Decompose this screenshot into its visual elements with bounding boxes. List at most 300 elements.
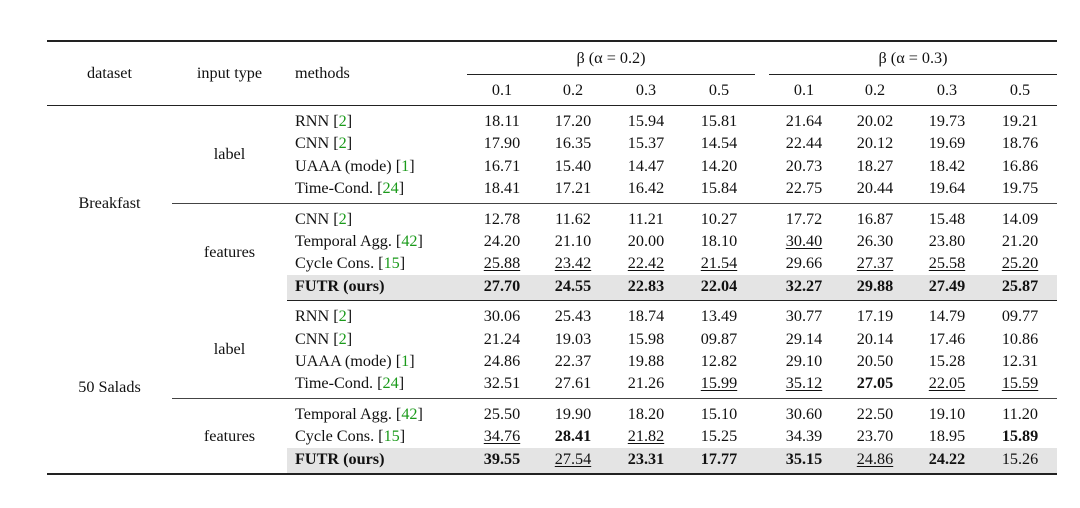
value-cell	[609, 398, 683, 425]
method-label: RNN [	[295, 307, 339, 326]
value-cell	[609, 177, 683, 203]
value-cell	[683, 155, 755, 177]
value-cell	[683, 230, 755, 252]
method-name: Time-Cond. [24]	[287, 177, 467, 203]
value-text: 19.03	[554, 329, 592, 348]
value-cell	[839, 252, 911, 274]
value-cell	[983, 328, 1057, 350]
table-row	[47, 106, 1057, 133]
value-cell	[911, 132, 983, 154]
citation-link[interactable]: 2	[338, 209, 347, 228]
value-text: 16.87	[856, 209, 894, 228]
value-cell	[683, 372, 755, 398]
value-cell	[839, 203, 911, 230]
value-text: 22.75	[785, 179, 823, 198]
value-text: 17.77	[700, 449, 738, 468]
value-cell	[983, 106, 1057, 133]
value-cell	[983, 230, 1057, 252]
value-text: 15.10	[700, 404, 738, 423]
value-cell	[911, 372, 983, 398]
value-text: 24.22	[928, 449, 966, 468]
value-text: 17.72	[785, 209, 823, 228]
dataset-name: 50 Salads	[78, 377, 141, 396]
value-text: 23.70	[856, 427, 894, 446]
value-text: 18.41	[483, 179, 521, 198]
value-cell	[911, 350, 983, 372]
value-cell	[467, 398, 537, 425]
value-text: 17.46	[928, 329, 966, 348]
value-text: 17.90	[483, 134, 521, 153]
value-text: 25.88	[483, 254, 521, 273]
value-text: 13.49	[700, 307, 738, 326]
method-name: Temporal Agg. [42]	[295, 232, 423, 251]
value-cell	[537, 177, 609, 203]
value-text: 22.50	[856, 404, 894, 423]
value-cell	[911, 252, 983, 274]
value-text: 23.42	[554, 254, 592, 273]
value-text: 22.37	[554, 352, 592, 371]
value-text: 24.86	[483, 352, 521, 371]
header-input-type: input type	[172, 41, 287, 106]
value-text: 10.86	[1001, 329, 1039, 348]
method-name: CNN [2]	[295, 209, 353, 228]
value-text: 16.35	[554, 134, 592, 153]
value-cell	[769, 177, 839, 203]
value-text: 29.88	[856, 276, 894, 295]
citation-link[interactable]: 15	[383, 254, 400, 273]
value-text: 27.70	[483, 276, 521, 295]
value-cell	[911, 106, 983, 133]
value-cell	[769, 448, 839, 474]
method-label: FUTR (ours)	[295, 449, 385, 468]
value-text: 15.84	[700, 179, 738, 198]
value-cell	[537, 106, 609, 133]
value-cell	[769, 350, 839, 372]
value-text: 18.95	[928, 427, 966, 446]
value-text: 14.79	[928, 307, 966, 326]
citation-link[interactable]: 2	[338, 307, 347, 326]
value-cell	[467, 448, 537, 474]
value-cell	[839, 398, 911, 425]
value-cell	[537, 203, 609, 230]
value-cell	[911, 155, 983, 177]
value-text: 21.26	[627, 374, 665, 393]
value-cell	[609, 301, 683, 328]
value-text: 25.43	[554, 307, 592, 326]
value-text: 20.14	[856, 329, 894, 348]
value-cell	[839, 155, 911, 177]
value-text: 24.86	[856, 449, 894, 468]
value-text: 11.20	[1002, 404, 1038, 423]
value-cell	[537, 252, 609, 274]
value-cell	[609, 350, 683, 372]
value-text: 35.12	[785, 374, 823, 393]
value-text: 21.82	[627, 427, 665, 446]
citation-link[interactable]: 1	[401, 352, 410, 371]
value-text: 18.10	[700, 232, 738, 251]
value-text: 15.59	[1001, 374, 1039, 393]
value-text: 14.47	[627, 156, 665, 175]
input-type: label	[172, 301, 287, 399]
method-label: FUTR (ours)	[295, 276, 385, 295]
value-text: 21.20	[1001, 232, 1039, 251]
method-name: Cycle Cons. [15]	[295, 254, 406, 273]
value-cell	[683, 425, 755, 447]
value-text: 24.20	[483, 232, 521, 251]
value-cell	[537, 155, 609, 177]
method-name: Temporal Agg. [42]	[295, 404, 423, 423]
value-text: 35.15	[785, 449, 823, 468]
value-cell	[839, 275, 911, 301]
value-cell	[537, 425, 609, 447]
value-text: 34.39	[785, 427, 823, 446]
value-text: 27.05	[856, 374, 894, 393]
citation-link[interactable]: 24	[382, 374, 399, 393]
value-cell	[769, 203, 839, 230]
value-text: 28.41	[554, 427, 592, 446]
value-text: 15.28	[928, 352, 966, 371]
value-cell	[683, 275, 755, 301]
value-cell	[769, 275, 839, 301]
value-cell	[683, 448, 755, 474]
value-cell	[537, 132, 609, 154]
citation-link[interactable]: 2	[338, 329, 347, 348]
value-text: 15.81	[700, 112, 738, 130]
value-text: 11.62	[555, 209, 591, 228]
citation-link[interactable]: 15	[383, 427, 400, 446]
value-text: 15.94	[627, 112, 665, 130]
value-cell	[839, 328, 911, 350]
value-text: 34.76	[483, 427, 521, 446]
value-text: 14.20	[700, 156, 738, 175]
value-cell	[911, 177, 983, 203]
value-cell	[537, 301, 609, 328]
table-row	[47, 398, 1057, 425]
value-text: 15.26	[1001, 449, 1039, 468]
header-methods: methods	[287, 41, 467, 106]
value-cell	[983, 132, 1057, 154]
results-table	[47, 40, 1057, 475]
value-text: 22.42	[627, 254, 665, 273]
value-cell	[683, 132, 755, 154]
value-cell	[911, 301, 983, 328]
value-cell	[683, 252, 755, 274]
value-cell	[769, 425, 839, 447]
value-cell	[609, 230, 683, 252]
method-label: Cycle Cons. [	[295, 254, 384, 273]
header-beta-6: 0.3	[911, 75, 983, 106]
value-cell	[911, 398, 983, 425]
header-beta-7: 0.5	[983, 75, 1057, 106]
value-text: 20.44	[856, 179, 894, 198]
value-text: 16.86	[1001, 156, 1039, 175]
value-text: 17.21	[554, 179, 592, 198]
method-label: CNN [	[295, 209, 339, 228]
value-text: 15.40	[554, 156, 592, 175]
value-text: 26.30	[856, 232, 894, 251]
value-text: 30.40	[785, 232, 823, 251]
value-text: 15.48	[928, 209, 966, 228]
value-cell	[609, 425, 683, 447]
value-text: 19.88	[627, 352, 665, 371]
value-text: 11.21	[628, 209, 664, 228]
value-text: 19.73	[928, 112, 966, 130]
value-cell	[609, 448, 683, 474]
value-cell	[537, 372, 609, 398]
header-beta-3: 0.5	[683, 75, 755, 106]
value-cell	[683, 203, 755, 230]
value-text: 19.90	[554, 404, 592, 423]
value-cell	[467, 132, 537, 154]
value-text: 17.20	[554, 112, 592, 130]
value-text: 19.10	[928, 404, 966, 423]
value-text: 12.31	[1001, 352, 1039, 371]
value-cell	[683, 328, 755, 350]
method-name: Cycle Cons. [15]	[295, 427, 406, 446]
value-text: 15.99	[700, 374, 738, 393]
value-text: 21.54	[700, 254, 738, 273]
value-text: 16.71	[483, 156, 521, 175]
value-cell	[983, 275, 1057, 301]
value-cell	[983, 301, 1057, 328]
value-cell	[911, 448, 983, 474]
value-cell	[839, 372, 911, 398]
value-cell	[839, 177, 911, 203]
value-text: 27.49	[928, 276, 966, 295]
citation-link[interactable]: 2	[338, 112, 347, 130]
table-row	[47, 301, 1057, 328]
header-group-alpha-0-3: β (α = 0.3)	[769, 41, 1057, 75]
method-label: CNN [	[295, 329, 339, 348]
header-beta-4: 0.1	[769, 75, 839, 106]
method-name: Time-Cond. [24]	[287, 372, 467, 398]
value-cell	[769, 372, 839, 398]
value-text: 30.06	[483, 307, 521, 326]
value-text: 19.21	[1001, 112, 1039, 130]
value-cell	[769, 106, 839, 133]
value-text: 15.37	[627, 134, 665, 153]
method-name: RNN [2]	[295, 307, 353, 326]
value-cell	[467, 328, 537, 350]
value-text: 20.02	[856, 112, 894, 130]
value-cell	[609, 155, 683, 177]
value-text: 25.50	[483, 404, 521, 423]
value-cell	[911, 425, 983, 447]
value-cell	[537, 275, 609, 301]
value-cell	[467, 425, 537, 447]
citation-link[interactable]: 24	[382, 179, 399, 198]
value-cell	[683, 106, 755, 133]
value-text: 12.82	[700, 352, 738, 371]
value-text: 27.37	[856, 254, 894, 273]
value-cell	[911, 230, 983, 252]
value-cell	[537, 350, 609, 372]
value-text: 21.10	[554, 232, 592, 251]
value-cell	[769, 301, 839, 328]
value-cell	[769, 230, 839, 252]
value-text: 39.55	[483, 449, 521, 468]
value-cell	[839, 425, 911, 447]
method-label: Time-Cond. [	[295, 179, 383, 198]
value-text: 14.54	[700, 134, 738, 153]
value-text: 10.27	[700, 209, 738, 228]
value-text: 18.11	[484, 112, 520, 130]
method-name: RNN [2]	[295, 112, 353, 130]
value-cell	[467, 350, 537, 372]
value-cell	[769, 252, 839, 274]
value-text: 22.05	[928, 374, 966, 393]
value-text: 18.76	[1001, 134, 1039, 153]
value-cell	[769, 132, 839, 154]
value-text: 23.31	[627, 449, 665, 468]
method-name: CNN [2]	[295, 134, 353, 153]
value-text: 30.77	[785, 307, 823, 326]
value-text: 25.87	[1001, 276, 1039, 295]
method-name: UAAA (mode) [1]	[295, 352, 415, 371]
value-text: 18.27	[856, 156, 894, 175]
value-text: 20.00	[627, 232, 665, 251]
method-label: Cycle Cons. [	[295, 427, 384, 446]
table-row	[47, 203, 1057, 230]
value-cell	[839, 132, 911, 154]
value-cell	[609, 275, 683, 301]
value-cell	[983, 398, 1057, 425]
method-name: UAAA (mode) [1]	[295, 156, 415, 175]
value-cell	[983, 177, 1057, 203]
input-type: label	[172, 106, 287, 204]
value-cell	[983, 155, 1057, 177]
value-text: 19.69	[928, 134, 966, 153]
value-cell	[683, 350, 755, 372]
value-text: 15.89	[1001, 427, 1039, 446]
value-cell	[609, 132, 683, 154]
value-cell	[467, 252, 537, 274]
value-text: 24.55	[554, 276, 592, 295]
citation-link[interactable]: 2	[338, 134, 347, 153]
value-cell	[769, 398, 839, 425]
method-name	[287, 448, 467, 474]
value-cell	[839, 106, 911, 133]
value-cell	[983, 252, 1057, 274]
value-cell	[467, 177, 537, 203]
value-cell	[769, 155, 839, 177]
value-text: 14.09	[1001, 209, 1039, 228]
value-text: 25.58	[928, 254, 966, 273]
value-cell	[983, 203, 1057, 230]
value-text: 21.64	[785, 112, 823, 130]
header-dataset: dataset	[47, 41, 172, 106]
method-name: CNN [2]	[295, 329, 353, 348]
value-text: 19.75	[1001, 179, 1039, 198]
value-text: 09.87	[700, 329, 738, 348]
value-cell	[683, 398, 755, 425]
value-cell	[609, 106, 683, 133]
value-text: 18.20	[627, 404, 665, 423]
value-cell	[467, 106, 537, 133]
method-label: Temporal Agg. [	[295, 232, 402, 251]
value-text: 32.51	[483, 374, 521, 393]
value-text: 23.80	[928, 232, 966, 251]
value-cell	[467, 372, 537, 398]
value-text: 27.61	[554, 374, 592, 393]
value-cell	[983, 372, 1057, 398]
value-cell	[983, 425, 1057, 447]
header-group-alpha-0-2: β (α = 0.2)	[467, 41, 755, 75]
value-text: 15.25	[700, 427, 738, 446]
value-cell	[769, 328, 839, 350]
value-text: 15.98	[627, 329, 665, 348]
value-text: 18.74	[627, 307, 665, 326]
citation-link[interactable]: 42	[401, 232, 418, 251]
value-text: 29.10	[785, 352, 823, 371]
citation-link[interactable]: 1	[401, 156, 410, 175]
value-text: 12.78	[483, 209, 521, 228]
value-text: 29.66	[785, 254, 823, 273]
value-cell	[537, 328, 609, 350]
value-cell	[911, 275, 983, 301]
method-label: Time-Cond. [	[295, 374, 383, 393]
method-label: UAAA (mode) [	[295, 352, 402, 371]
value-cell	[683, 177, 755, 203]
value-text: 20.73	[785, 156, 823, 175]
value-text: 20.12	[856, 134, 894, 153]
header-beta-1: 0.2	[537, 75, 609, 106]
value-text: 19.64	[928, 179, 966, 198]
method-label: UAAA (mode) [	[295, 156, 402, 175]
header-beta-2: 0.3	[609, 75, 683, 106]
input-type: features	[203, 242, 256, 261]
value-cell	[983, 448, 1057, 474]
value-cell	[911, 328, 983, 350]
value-cell	[609, 328, 683, 350]
value-text: 16.42	[627, 179, 665, 198]
value-text: 30.60	[785, 404, 823, 423]
value-cell	[683, 301, 755, 328]
input-type: features	[203, 426, 256, 445]
header-beta-0: 0.1	[467, 75, 537, 106]
value-cell	[839, 448, 911, 474]
value-cell	[467, 275, 537, 301]
value-cell	[609, 372, 683, 398]
value-text: 22.04	[700, 276, 738, 295]
value-cell	[839, 301, 911, 328]
value-cell	[983, 350, 1057, 372]
value-cell	[609, 252, 683, 274]
value-text: 17.19	[856, 307, 894, 326]
method-label: CNN [	[295, 134, 339, 153]
value-text: 18.42	[928, 156, 966, 175]
value-text: 29.14	[785, 329, 823, 348]
value-cell	[839, 230, 911, 252]
value-text: 09.77	[1001, 307, 1039, 326]
value-cell	[467, 203, 537, 230]
value-text: 20.50	[856, 352, 894, 371]
value-text: 21.24	[483, 329, 521, 348]
value-cell	[467, 155, 537, 177]
value-text: 32.27	[785, 276, 823, 295]
value-cell	[911, 203, 983, 230]
value-text: 22.44	[785, 134, 823, 153]
value-cell	[839, 350, 911, 372]
value-cell	[537, 448, 609, 474]
citation-link[interactable]: 42	[401, 404, 418, 423]
value-cell	[609, 203, 683, 230]
value-text: 27.54	[554, 449, 592, 468]
header-beta-5: 0.2	[839, 75, 911, 106]
value-cell	[467, 301, 537, 328]
value-text: 22.83	[627, 276, 665, 295]
value-cell	[467, 230, 537, 252]
